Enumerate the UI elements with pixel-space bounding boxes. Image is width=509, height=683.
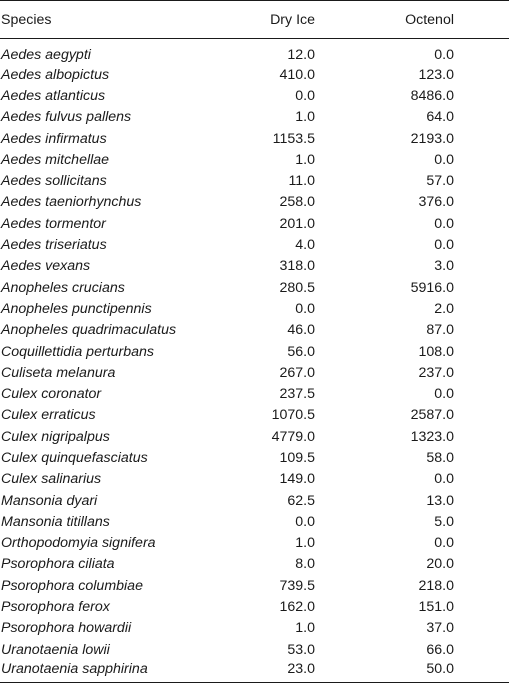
table-header — [0, 1, 509, 39]
cell-dry-ice: 258.0 — [279, 194, 315, 211]
cell-octenol: 57.0 — [426, 173, 454, 190]
table-row — [0, 128, 509, 149]
cell-octenol: 13.0 — [426, 492, 454, 509]
cell-octenol: 2.0 — [434, 300, 454, 317]
cell-dry-ice: 56.0 — [287, 343, 315, 360]
cell-species: Culex nigripalpus — [1, 428, 110, 445]
table-body — [0, 39, 509, 683]
cell-species: Mansonia dyari — [1, 492, 98, 509]
cell-dry-ice: 53.0 — [287, 641, 315, 658]
cell-species: Psorophora ferox — [1, 599, 110, 616]
cell-species: Aedes vexans — [1, 258, 91, 275]
cell-octenol: 0.0 — [434, 47, 454, 63]
cell-octenol: 64.0 — [426, 109, 454, 126]
cell-octenol: 2193.0 — [410, 130, 454, 147]
cell-species: Coquillettidia perturbans — [1, 343, 155, 360]
cell-octenol: 0.0 — [434, 471, 454, 488]
cell-dry-ice: 1.0 — [295, 151, 315, 168]
table-row — [0, 64, 509, 85]
cell-species: Aedes aegypti — [1, 47, 91, 63]
cell-species: Anopheles quadrimaculatus — [1, 322, 177, 339]
cell-dry-ice: 410.0 — [279, 66, 315, 83]
cell-dry-ice: 4779.0 — [271, 428, 315, 445]
cell-species: Psorophora columbiae — [1, 577, 143, 594]
cell-octenol: 218.0 — [418, 577, 454, 594]
cell-octenol: 376.0 — [418, 194, 454, 211]
cell-dry-ice: 0.0 — [295, 87, 315, 104]
table-row — [0, 277, 509, 298]
table-row — [0, 170, 509, 191]
cell-species: Mansonia titillans — [1, 513, 110, 530]
cell-dry-ice: 318.0 — [279, 258, 315, 275]
table-row — [0, 362, 509, 383]
table-row — [0, 426, 509, 447]
cell-species: Culex quinquefasciatus — [1, 449, 148, 466]
header-species: Species — [0, 1, 230, 39]
cell-species: Aedes mitchellae — [1, 151, 110, 168]
table-row — [0, 639, 509, 660]
table-row — [0, 256, 509, 277]
cell-dry-ice: 149.0 — [279, 471, 315, 488]
table-row — [0, 383, 509, 404]
table-row — [0, 447, 509, 468]
cell-dry-ice: 0.0 — [295, 300, 315, 317]
table-row — [0, 149, 509, 170]
cell-dry-ice: 237.5 — [279, 386, 315, 403]
cell-dry-ice: 267.0 — [279, 364, 315, 381]
table-row — [0, 85, 509, 106]
cell-species: Culex erraticus — [1, 407, 96, 424]
cell-octenol: 3.0 — [434, 258, 454, 275]
cell-dry-ice: 4.0 — [295, 237, 315, 254]
table-row — [0, 511, 509, 532]
cell-species: Aedes atlanticus — [1, 87, 106, 104]
cell-species: Aedes tormentor — [1, 215, 106, 232]
cell-octenol: 5916.0 — [410, 279, 454, 296]
cell-octenol: 237.0 — [418, 364, 454, 381]
table-row — [0, 234, 509, 255]
cell-dry-ice: 46.0 — [287, 322, 315, 339]
cell-species: Anopheles crucians — [1, 279, 125, 296]
cell-dry-ice: 0.0 — [295, 513, 315, 530]
cell-species: Aedes sollicitans — [1, 173, 107, 190]
table-row — [0, 298, 509, 319]
cell-octenol: 123.0 — [418, 66, 454, 83]
cell-dry-ice: 1.0 — [295, 109, 315, 126]
cell-dry-ice: 1070.5 — [271, 407, 315, 424]
cell-dry-ice: 280.5 — [279, 279, 315, 296]
cell-octenol: 0.0 — [434, 215, 454, 232]
cell-octenol: 108.0 — [418, 343, 454, 360]
cell-species: Aedes albopictus — [1, 66, 110, 83]
cell-species: Aedes fulvus pallens — [1, 109, 132, 126]
cell-octenol: 8486.0 — [410, 87, 454, 104]
table-row — [0, 554, 509, 575]
cell-species: Psorophora ciliata — [1, 556, 115, 573]
cell-dry-ice: 23.0 — [230, 660, 316, 683]
cell-dry-ice: 1.0 — [295, 535, 315, 552]
cell-octenol: 0.0 — [434, 535, 454, 552]
cell-species: Aedes infirmatus — [1, 130, 107, 147]
cell-species: Culiseta melanura — [1, 364, 116, 381]
cell-dry-ice: 62.5 — [287, 492, 315, 509]
cell-octenol: 37.0 — [426, 620, 454, 637]
header-octenol: Octenol — [316, 1, 509, 39]
table-row — [0, 39, 509, 65]
cell-species: Anopheles punctipennis — [1, 300, 152, 317]
cell-dry-ice: 11.0 — [288, 173, 315, 190]
cell-octenol: 0.0 — [434, 151, 454, 168]
cell-dry-ice: 109.5 — [279, 449, 315, 466]
cell-species: Aedes triseriatus — [1, 237, 107, 254]
cell-dry-ice: 1.0 — [295, 620, 315, 637]
table-row — [0, 192, 509, 213]
cell-species: Uranotaenia sapphirina — [0, 660, 230, 683]
table-row — [0, 596, 509, 617]
table-row — [0, 405, 509, 426]
header-dry-ice: Dry Ice — [230, 1, 316, 39]
table-row — [0, 618, 509, 639]
cell-species: Aedes taeniorhynchus — [1, 194, 142, 211]
cell-octenol: 2587.0 — [410, 407, 454, 424]
cell-species: Uranotaenia lowii — [1, 641, 110, 658]
cell-octenol: 0.0 — [434, 237, 454, 254]
table-row — [0, 660, 509, 683]
cell-octenol: 151.0 — [418, 599, 454, 616]
cell-species: Culex coronator — [1, 386, 102, 403]
table-row — [0, 107, 509, 128]
cell-dry-ice: 12.0 — [287, 47, 315, 63]
cell-octenol: 20.0 — [426, 556, 454, 573]
cell-species: Orthopodomyia signifera — [1, 535, 156, 552]
table-row — [0, 469, 509, 490]
cell-dry-ice: 1153.5 — [272, 130, 315, 147]
cell-dry-ice: 201.0 — [279, 215, 315, 232]
table-row — [0, 533, 509, 554]
table-row — [0, 341, 509, 362]
cell-species: Psorophora howardii — [1, 620, 132, 637]
cell-octenol: 5.0 — [434, 513, 454, 530]
cell-octenol: 1323.0 — [410, 428, 454, 445]
table-row — [0, 575, 509, 596]
cell-octenol: 0.0 — [434, 386, 454, 403]
cell-dry-ice: 162.0 — [279, 599, 315, 616]
table-row — [0, 213, 509, 234]
cell-dry-ice: 8.0 — [295, 556, 315, 573]
table-row — [0, 490, 509, 511]
header-row — [0, 1, 509, 39]
cell-octenol: 66.0 — [426, 641, 454, 658]
cell-species: Culex salinarius — [1, 471, 102, 488]
cell-octenol: 58.0 — [426, 449, 454, 466]
table-row — [0, 320, 509, 341]
cell-octenol: 87.0 — [426, 322, 454, 339]
cell-octenol: 50.0 — [316, 660, 509, 683]
cell-dry-ice: 739.5 — [279, 577, 315, 594]
